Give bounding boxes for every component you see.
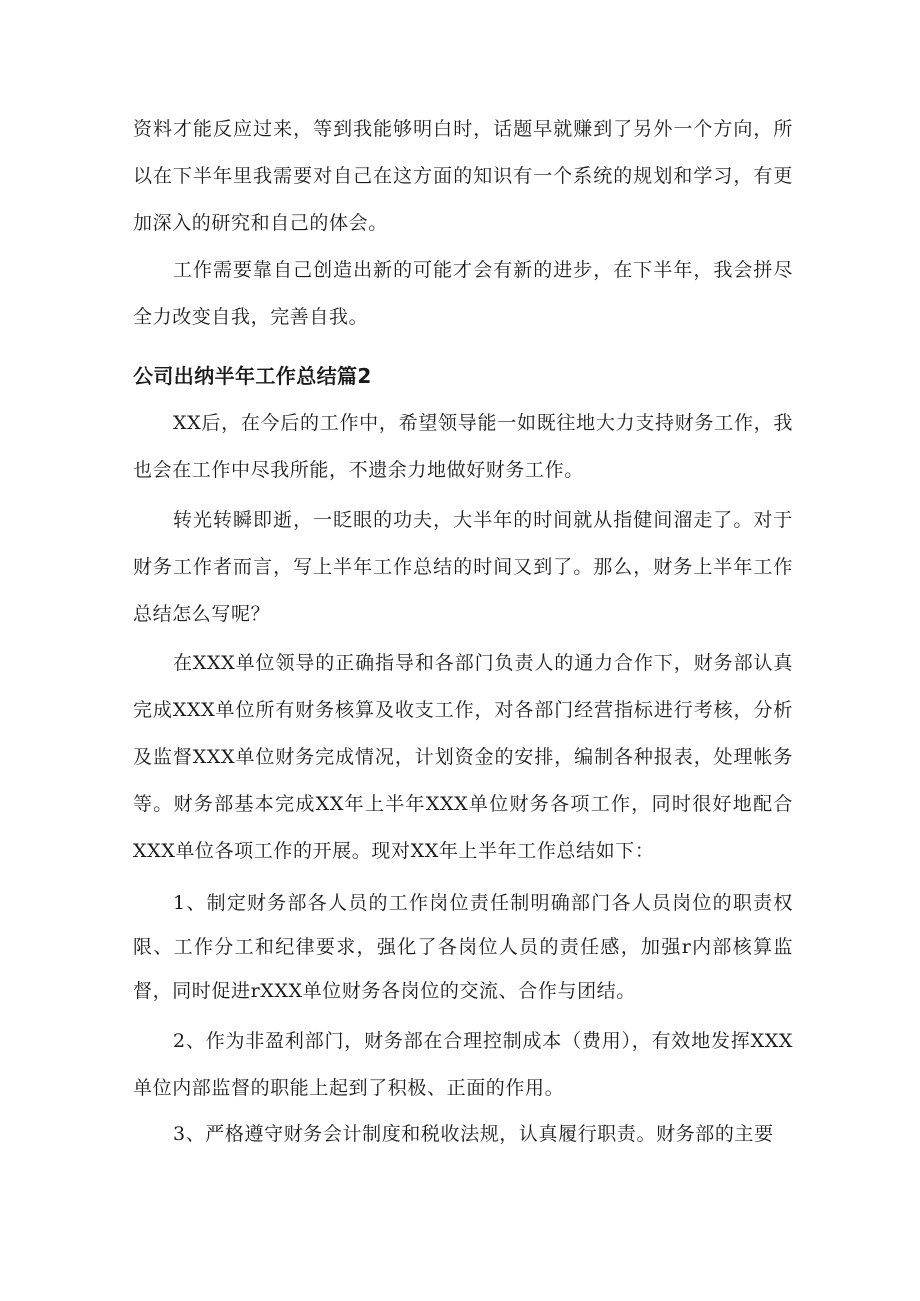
list-item-1: 1、制定财务部各人员的工作岗位责任制明确部门各人员岗位的职责权限、工作分工和纪律要求，强化了各岗位人员的责任感，加强r内部核算监督，同时促进rXXX单位财务各岗位的交流、合作与团结。 bbox=[133, 892, 793, 1002]
paragraph-time-flies: 转光转瞬即逝，一眨眼的功夫，大半年的时间就从指健间溜走了。对于财务工作者而言，写上半年工作总结的时间又到了。那么，财务上半年工作总结怎么写呢？ bbox=[133, 509, 793, 625]
list-item-2: 2、作为非盈利部门，财务部在合理控制成本（费用），有效地发挥XXX单位内部监督的职能上起到了积极、正面的作用。 bbox=[133, 1030, 793, 1099]
paragraph-self-improvement: 工作需要靠自己创造出新的可能才会有新的进步，在下半年，我会拼尽全力改变自我，完善自我。 bbox=[133, 259, 793, 328]
paragraph-knowledge-plan: 资料才能反应过来，等到我能够明白时，话题早就赚到了另外一个方向，所以在下半年里我需要对自己在这方面的知识有一个系统的规划和学习，有更加深入的研究和自己的体会。 bbox=[133, 118, 793, 234]
list-item-3: 3、严格遵守财务会计制度和税收法规，认真履行职责。财务部的主要 bbox=[173, 1123, 774, 1145]
paragraph-summary-intro: 在XXX单位领导的正确指导和各部门负责人的通力合作下，财务部认真完成XXX单位所有财务核算及收支工作，对各部门经营指标进行考核，分析及监督XXX单位财务完成情况，计划资金的安排，编制各种报表，处理帐务等。财务部基本完成XX年上半年XXX单位财务各项工作，同时很好地配合XXX单位各项工作的开展。现对XX年上半年工作总结如下： bbox=[133, 652, 793, 862]
section-heading: 公司出纳半年工作总结篇2 bbox=[133, 364, 372, 388]
paragraph-support-finance: XX后，在今后的工作中，希望领导能一如既往地大力支持财务工作，我也会在工作中尽我所能，不遗余力地做好财务工作。 bbox=[133, 412, 793, 481]
